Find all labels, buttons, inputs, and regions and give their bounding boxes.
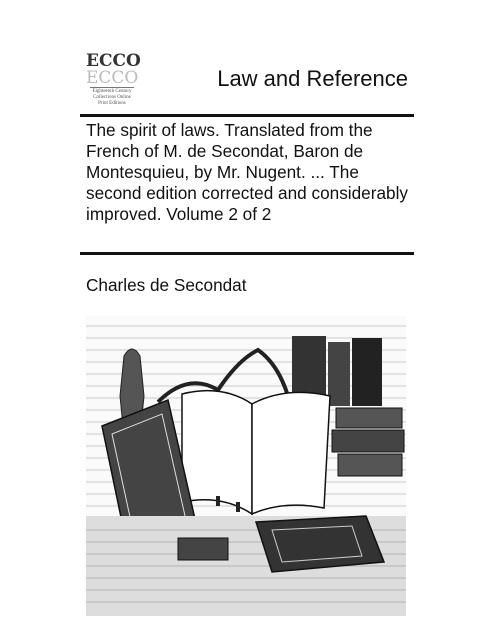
book-title: The spirit of laws. Translated from the French of M. de Secondat, Baron de Montesquieu, by Mr. Nugent. ... The second edition corrected and considerably improved. Volume 2 of 2 — [86, 120, 408, 224]
header-divider — [80, 114, 414, 117]
cover-header — [80, 46, 414, 114]
logo-tag-line-2: Collections Online — [93, 95, 131, 100]
series-label: Law and Reference — [217, 66, 408, 91]
title-divider — [80, 252, 414, 255]
engraving-books-illustration — [86, 316, 406, 616]
cover-illustration — [86, 316, 406, 616]
logo-tag-line-3: Print Editions — [98, 101, 126, 106]
logo-tag-line-1: Eighteenth Century — [92, 89, 132, 94]
book-author: Charles de Secondat — [86, 275, 247, 295]
logo-mark: ECCO — [86, 51, 141, 71]
logo-mark-reflection: ECCO — [86, 68, 139, 88]
ecco-logo — [86, 51, 141, 108]
book-cover — [80, 46, 414, 618]
